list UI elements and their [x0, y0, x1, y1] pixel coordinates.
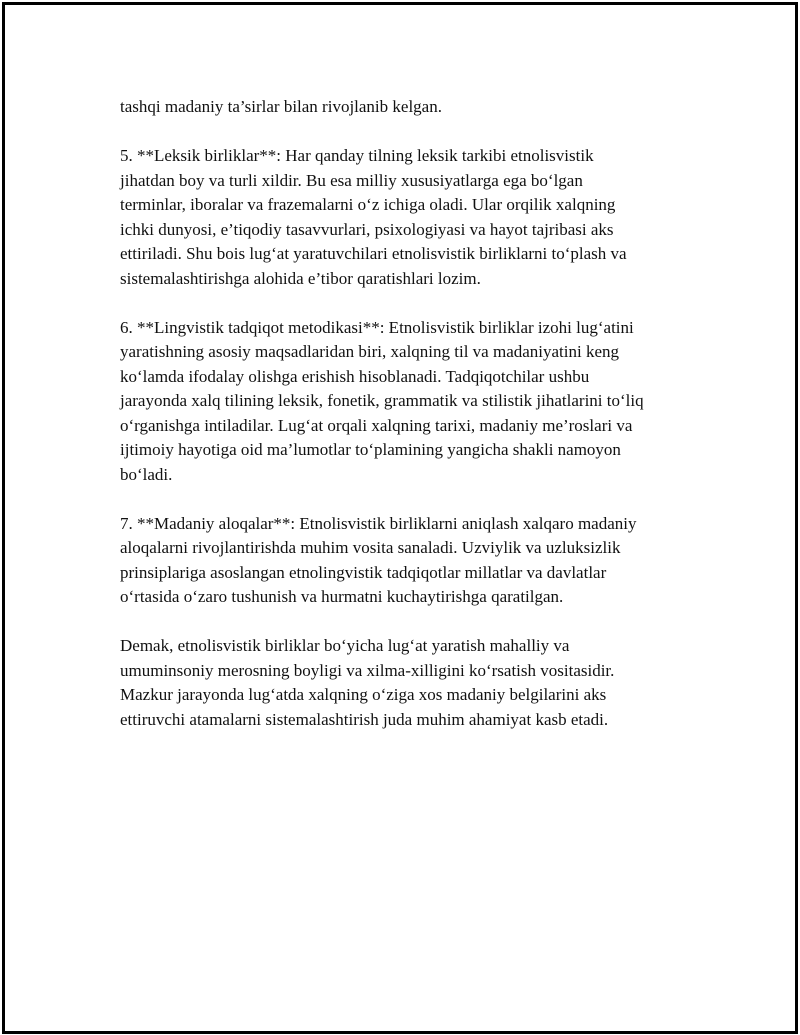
text-line: sistemalashtirishga alohida e’tibor qaratishlari lozim.: [120, 268, 481, 288]
text-line: 7. **Madaniy aloqalar**: Etnolisvistik birliklarni aniqlash xalqaro madaniy: [120, 513, 637, 533]
paragraph-continuation: [120, 95, 695, 120]
paragraph-conclusion: [120, 634, 695, 732]
text-line: Demak, etnolisvistik birliklar bo‘yicha lug‘at yaratish mahalliy va: [120, 636, 570, 655]
text-line: 5. **Leksik birliklar**: Har qanday tilning leksik tarkibi etnolisvistik: [120, 146, 594, 165]
paragraph-madaniy-aloqalar: [120, 512, 695, 610]
text-line: ijtimoiy hayotiga oid ma’lumotlar to‘plamining yangicha shakli namoyon: [120, 440, 621, 459]
text-line: aloqalarni rivojlantirishda muhim vosita sanaladi. Uzviylik va uzluksizlik: [120, 538, 621, 557]
text-line: prinsiplariga asoslangan etnolingvistik tadqiqotlar millatlar va davlatlar: [120, 562, 607, 582]
document-page: [2, 2, 798, 1034]
text-line: ettiruvchi atamalarni sistemalashtirish juda muhim ahamiyat kasb etadi.: [120, 709, 609, 729]
text-line: yaratishning asosiy maqsadlaridan biri, xalqning til va madaniyatini keng: [120, 342, 620, 361]
text-line: ko‘lamda ifodalay olishga erishish hisoblanadi. Tadqiqotchilar ushbu: [120, 366, 590, 386]
text-line: o‘rtasida o‘zaro tushunish va hurmatni kuchaytirishga qaratilgan.: [120, 587, 564, 606]
text-line: ettiriladi. Shu bois lug‘at yaratuvchilari etnolisvistik birliklarni to‘plash va: [120, 244, 627, 263]
text-line: jarayonda xalq tilining leksik, fonetik, grammatik va stilistik jihatlarini to‘liq: [120, 391, 644, 410]
text-line: ichki dunyosi, e’tiqodiy tasavvurlari, psixologiyasi va hayot tajribasi aks: [120, 219, 614, 239]
text-line: 6. **Lingvistik tadqiqot metodikasi**: Etnolisvistik birliklar izohi lug‘atini: [120, 317, 634, 337]
document-body: [120, 95, 695, 757]
text-line: o‘rganishga intiladilar. Lug‘at orqali xalqning tarixi, madaniy me’roslari va: [120, 415, 633, 435]
paragraph-lingvistik-tadqiqot: [120, 316, 695, 488]
paragraph-leksik-birliklar: [120, 144, 695, 291]
text-line: terminlar, iboralar va frazemalarni o‘z ichiga oladi. Ular orqilik xalqning: [120, 195, 616, 214]
text-line: tashqi madaniy ta’sirlar bilan rivojlanib kelgan.: [120, 97, 442, 116]
text-line: bo‘ladi.: [120, 464, 173, 484]
text-line: Mazkur jarayonda lug‘atda xalqning o‘ziga xos madaniy belgilarini aks: [120, 685, 607, 704]
text-line: jihatdan boy va turli xildir. Bu esa milliy xususiyatlarga ega bo‘lgan: [120, 170, 583, 190]
text-line: umuminsoniy merosning boyligi va xilma-xilligini ko‘rsatish vositasidir.: [120, 660, 615, 680]
